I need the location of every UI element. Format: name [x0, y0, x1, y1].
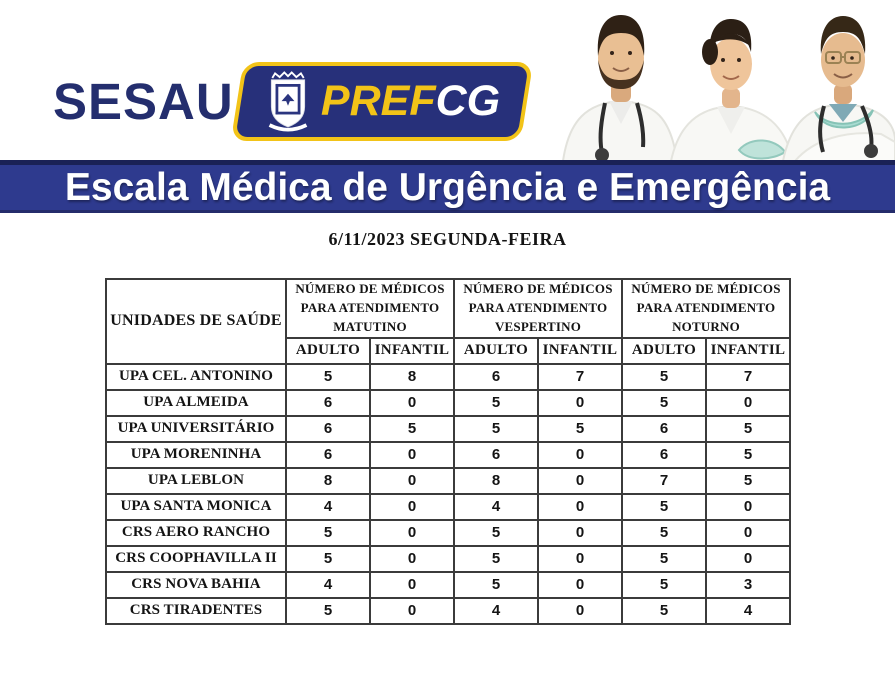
- doctor-count-cell: 6: [286, 442, 370, 468]
- table-row: [106, 520, 790, 546]
- doctor-count-cell: 4: [706, 598, 790, 624]
- unit-name-cell: UPA UNIVERSITÁRIO: [106, 416, 286, 442]
- doctor-count-cell: 5: [622, 598, 706, 624]
- period-header-line: NÚMERO DE MÉDICOS: [463, 281, 613, 296]
- doctor-count-cell: 5: [622, 546, 706, 572]
- doctor-count-cell: 4: [286, 494, 370, 520]
- campo-grande-crest-icon: [264, 71, 312, 133]
- unit-name-cell: CRS NOVA BAHIA: [106, 572, 286, 598]
- doctor-count-cell: 0: [370, 598, 454, 624]
- doctor-count-cell: 4: [286, 572, 370, 598]
- unit-name-cell: CRS AERO RANCHO: [106, 520, 286, 546]
- doctor-count-cell: 5: [286, 520, 370, 546]
- doctor-count-cell: 5: [454, 520, 538, 546]
- subheader-infantil: INFANTIL: [706, 338, 790, 364]
- period-header-vespertino: [454, 279, 622, 338]
- doctor-count-cell: 5: [454, 390, 538, 416]
- unit-name-cell: CRS COOPHAVILLA II: [106, 546, 286, 572]
- doctor-count-cell: 3: [706, 572, 790, 598]
- period-header-line: NÚMERO DE MÉDICOS: [295, 281, 445, 296]
- schedule-table: [105, 278, 791, 625]
- unit-name-cell: UPA MORENINHA: [106, 442, 286, 468]
- doctor-count-cell: 5: [454, 572, 538, 598]
- doctor-count-cell: 0: [538, 546, 622, 572]
- title-banner: [0, 160, 895, 213]
- doctor-count-cell: 5: [622, 364, 706, 390]
- table-row: [106, 416, 790, 442]
- table-row: [106, 494, 790, 520]
- doctor-count-cell: 5: [454, 416, 538, 442]
- period-header-line: MATUTINO: [333, 318, 407, 334]
- cg-text: CG: [435, 77, 501, 125]
- doctor-count-cell: 0: [706, 546, 790, 572]
- doctor-count-cell: 5: [622, 572, 706, 598]
- prefcg-wordmark: [320, 77, 501, 125]
- schedule-table-header: [106, 279, 790, 364]
- subheader-adulto: ADULTO: [622, 338, 706, 364]
- doctor-count-cell: 7: [538, 364, 622, 390]
- unit-name-cell: UPA ALMEIDA: [106, 390, 286, 416]
- doctor-count-cell: 6: [454, 442, 538, 468]
- subheader-adulto: ADULTO: [286, 338, 370, 364]
- doctor-count-cell: 0: [370, 390, 454, 416]
- subheader-infantil: INFANTIL: [370, 338, 454, 364]
- doctor-count-cell: 5: [706, 442, 790, 468]
- table-row: [106, 468, 790, 494]
- table-row: [106, 442, 790, 468]
- period-header-noturno: [622, 279, 790, 338]
- unit-column-header: UNIDADES DE SAÚDE: [106, 279, 286, 364]
- header: [0, 0, 895, 161]
- doctor-count-cell: 5: [622, 390, 706, 416]
- doctor-count-cell: 0: [538, 598, 622, 624]
- unit-name-cell: CRS TIRADENTES: [106, 598, 286, 624]
- doctor-count-cell: 5: [706, 468, 790, 494]
- doctor-count-cell: 6: [622, 416, 706, 442]
- table-row: [106, 572, 790, 598]
- table-row: [106, 390, 790, 416]
- doctor-count-cell: 8: [286, 468, 370, 494]
- pref-text: PREF: [320, 77, 436, 125]
- doctor-count-cell: 0: [370, 572, 454, 598]
- doctor-count-cell: 7: [706, 364, 790, 390]
- doctor-count-cell: 4: [454, 494, 538, 520]
- doctor-count-cell: 7: [622, 468, 706, 494]
- subheader-infantil: INFANTIL: [538, 338, 622, 364]
- doctor-count-cell: 0: [706, 520, 790, 546]
- doctor-count-cell: 5: [286, 598, 370, 624]
- doctor-count-cell: 5: [286, 546, 370, 572]
- period-header-line: PARA ATENDIMENTO: [468, 299, 608, 315]
- doctor-count-cell: 0: [538, 520, 622, 546]
- page-title: Escala Médica de Urgência e Emergência: [64, 166, 831, 209]
- doctor-count-cell: 4: [454, 598, 538, 624]
- period-header-line: VESPERTINO: [494, 318, 582, 334]
- doctor-count-cell: 0: [538, 468, 622, 494]
- period-header-line: PARA ATENDIMENTO: [636, 299, 776, 315]
- period-header-line: PARA ATENDIMENTO: [300, 299, 440, 315]
- doctor-count-cell: 8: [370, 364, 454, 390]
- prefcg-badge-content: [237, 62, 527, 141]
- doctor-count-cell: 0: [538, 442, 622, 468]
- sesau-logo-text: SESAU: [53, 73, 234, 130]
- unit-name-cell: UPA SANTA MONICA: [106, 494, 286, 520]
- schedule-date: 6/11/2023 SEGUNDA-FEIRA: [328, 229, 567, 249]
- doctors-photo: [543, 0, 895, 161]
- period-header-matutino: [286, 279, 454, 338]
- doctor-count-cell: 5: [370, 416, 454, 442]
- doctor-count-cell: 6: [622, 442, 706, 468]
- doctor-count-cell: 8: [454, 468, 538, 494]
- doctor-count-cell: 0: [538, 494, 622, 520]
- doctor-count-cell: 6: [286, 390, 370, 416]
- subheader-adulto: ADULTO: [454, 338, 538, 364]
- doctor-count-cell: 5: [622, 494, 706, 520]
- doctor-count-cell: 0: [538, 572, 622, 598]
- schedule-table-body: [106, 364, 790, 624]
- doctor-count-cell: 5: [706, 416, 790, 442]
- prefcg-badge: [237, 62, 527, 141]
- doctor-count-cell: 0: [538, 390, 622, 416]
- period-header-line: NÚMERO DE MÉDICOS: [631, 281, 781, 296]
- group-header-row: [106, 279, 790, 338]
- table-row: [106, 546, 790, 572]
- doctor-count-cell: 0: [706, 390, 790, 416]
- unit-name-cell: UPA CEL. ANTONINO: [106, 364, 286, 390]
- unit-name-cell: UPA LEBLON: [106, 468, 286, 494]
- doctor-count-cell: 0: [370, 442, 454, 468]
- doctor-count-cell: 0: [370, 520, 454, 546]
- doctor-count-cell: 5: [538, 416, 622, 442]
- table-row: [106, 598, 790, 624]
- doctor-count-cell: 0: [370, 494, 454, 520]
- doctor-count-cell: 5: [622, 520, 706, 546]
- doctor-count-cell: 5: [454, 546, 538, 572]
- doctor-count-cell: 0: [706, 494, 790, 520]
- doctor-count-cell: 0: [370, 468, 454, 494]
- doctor-count-cell: 5: [286, 364, 370, 390]
- doctor-count-cell: 6: [286, 416, 370, 442]
- doctor-count-cell: 0: [370, 546, 454, 572]
- table-row: [106, 364, 790, 390]
- period-header-line: NOTURNO: [672, 318, 740, 334]
- doctor-count-cell: 6: [454, 364, 538, 390]
